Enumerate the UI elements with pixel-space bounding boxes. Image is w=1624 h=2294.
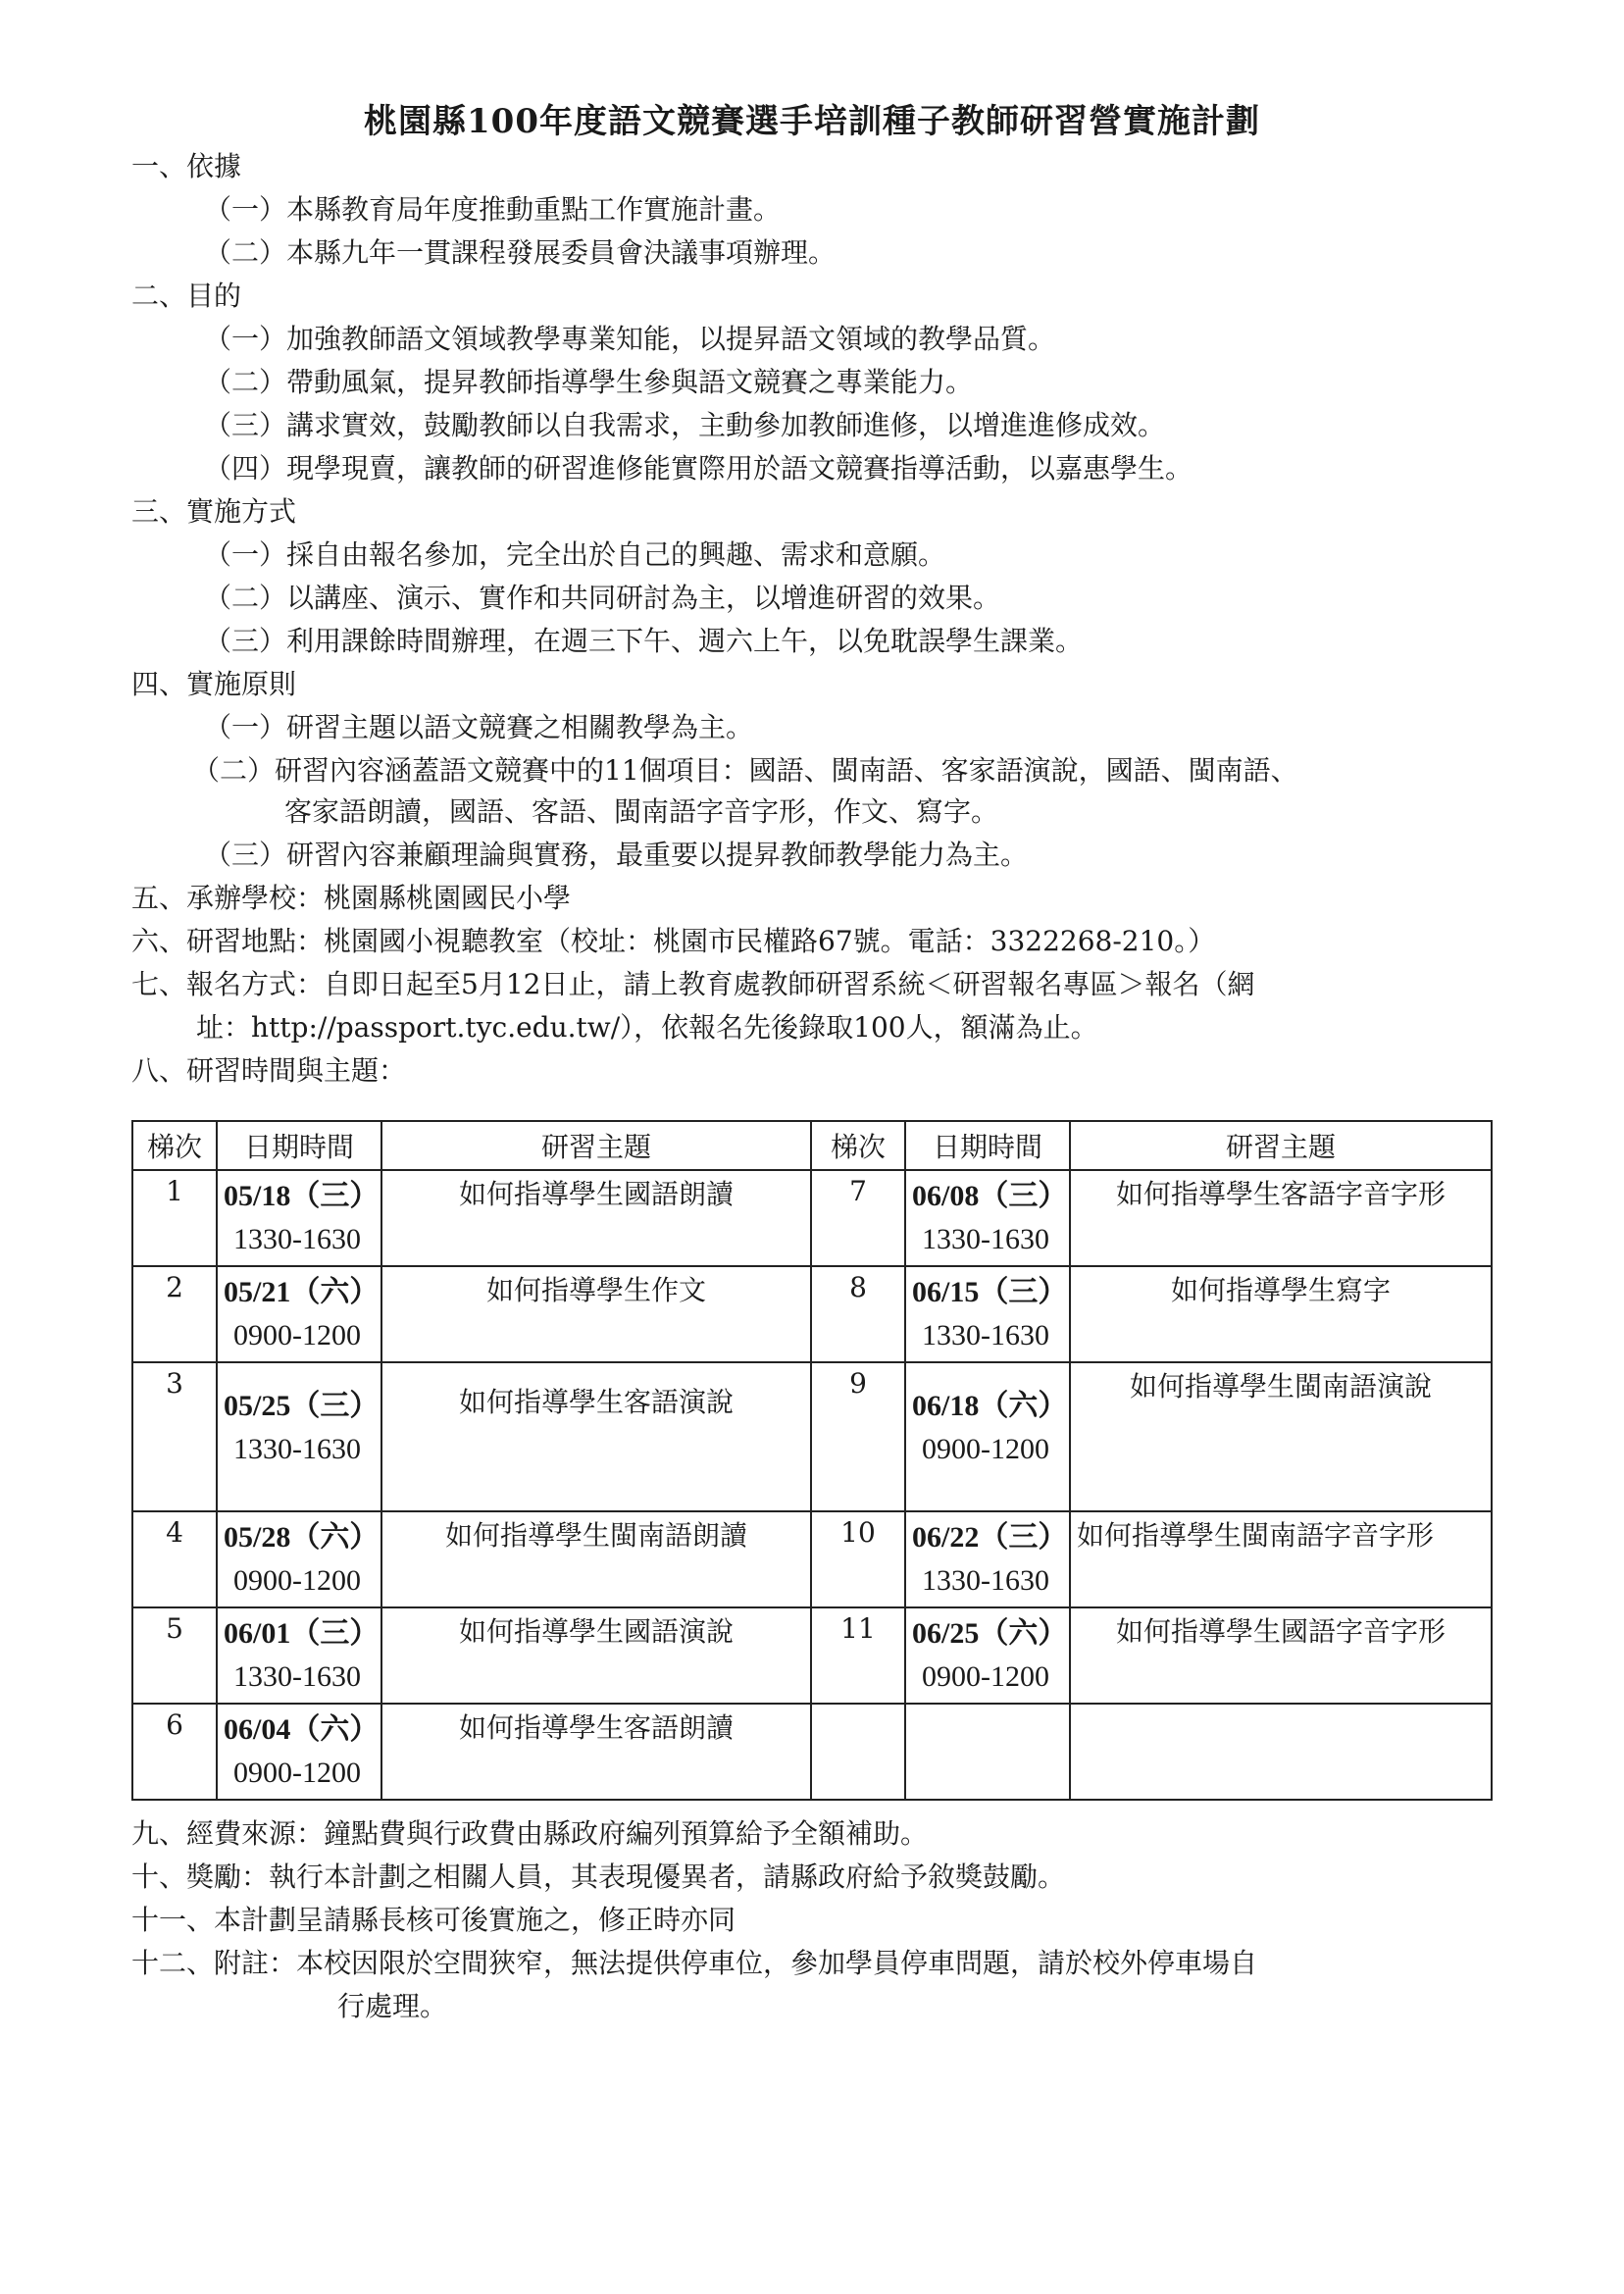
- page-title: 桃園縣100年度語文競賽選手培訓種子教師研習營實施計劃: [364, 102, 1260, 141]
- session-topic: 如何指導學生國語字音字形: [1070, 1607, 1492, 1704]
- date-time-cell: [905, 1170, 1070, 1266]
- date-time-cell: [905, 1704, 1070, 1800]
- session-date: 05/18（三）: [224, 1180, 380, 1212]
- session-topic: 如何指導學生閩南語演說: [1070, 1362, 1492, 1511]
- section-11: 十一、本計劃呈請縣長核可後實施之，修正時亦同: [131, 1904, 736, 1936]
- section-4-item-1: （一）研習主題以語文競賽之相關教學為主。: [204, 711, 754, 743]
- section-3-item-1: （一）採自由報名參加，完全出於自己的興趣、需求和意願。: [204, 538, 946, 571]
- section-6: 六、研習地點：桃園國小視聽教室（校址：桃園市民權路67號。電話：3322268-210。）: [131, 925, 1216, 957]
- section-7: 七、報名方式：自即日起至5月12日止，請上教育處教師研習系統＜研習報名專區＞報名（網: [131, 968, 1255, 1000]
- section-2-item-2: （二）帶動風氣，提昇教師指導學生參與語文競賽之專業能力。: [204, 366, 974, 398]
- session-topic: 如何指導學生國語朗讀: [381, 1170, 811, 1266]
- section-1-heading: 一、依據: [131, 150, 242, 182]
- session-time: 1330-1630: [233, 1433, 361, 1465]
- section-3-item-3: （三）利用課餘時間辦理，在週三下午、週六上午，以免耽誤學生課業。: [204, 625, 1084, 657]
- batch-number: 11: [811, 1607, 905, 1704]
- session-date: 05/28（六）: [224, 1521, 380, 1554]
- session-date: 06/01（三）: [224, 1617, 380, 1650]
- session-topic: 如何指導學生閩南語朗讀: [381, 1511, 811, 1607]
- table-row: [132, 1704, 1492, 1800]
- header-batch-right: 梯次: [811, 1121, 905, 1170]
- date-time-cell: [905, 1362, 1070, 1511]
- session-time: 0900-1200: [233, 1319, 361, 1351]
- session-time: [912, 1757, 922, 1789]
- batch-number: 5: [132, 1607, 217, 1704]
- section-3-item-2: （二）以講座、演示、實作和共同研討為主，以增進研習的效果。: [204, 582, 1001, 614]
- table-header-row: [132, 1121, 1492, 1170]
- section-12: 十二、附註：本校因限於空間狹窄，無法提供停車位，參加學員停車問題，請於校外停車場自: [131, 1947, 1258, 1979]
- session-date: 06/18（六）: [912, 1390, 1068, 1422]
- section-4-item-2-cont: 客家語朗讀，國語、客語、閩南語字音字形，作文、寫字。: [284, 795, 999, 828]
- batch-number: 9: [811, 1362, 905, 1511]
- session-time: 0900-1200: [922, 1433, 1049, 1465]
- session-date: 06/08（三）: [912, 1180, 1068, 1212]
- session-date: 06/15（三）: [912, 1276, 1068, 1308]
- batch-number: 1: [132, 1170, 217, 1266]
- session-time: 1330-1630: [922, 1319, 1049, 1351]
- section-9: 九、經費來源：鐘點費與行政費由縣政府編列預算給予全額補助。: [131, 1817, 929, 1850]
- section-2-heading: 二、目的: [131, 280, 242, 312]
- schedule-table: [131, 1120, 1493, 1801]
- session-topic: 如何指導學生國語演說: [381, 1607, 811, 1704]
- date-time-cell: [905, 1607, 1070, 1704]
- section-7-cont: 址：http://passport.tyc.edu.tw/），依報名先後錄取100人，額滿為止。: [196, 1011, 1098, 1044]
- session-date: 05/21（六）: [224, 1276, 380, 1308]
- session-date: 05/25（三）: [224, 1390, 380, 1422]
- header-batch-left: 梯次: [132, 1121, 217, 1170]
- section-4-item-3: （三）研習內容兼顧理論與實務，最重要以提昇教師教學能力為主。: [204, 839, 1029, 871]
- session-topic: 如何指導學生閩南語字音字形: [1070, 1511, 1492, 1607]
- session-topic: 如何指導學生客語字音字形: [1070, 1170, 1492, 1266]
- table-row: [132, 1607, 1492, 1704]
- session-topic: [1070, 1704, 1492, 1800]
- session-time: 0900-1200: [233, 1564, 361, 1597]
- section-4-item-2: （二）研習內容涵蓋語文競賽中的11個項目：國語、閩南語、客家語演說，國語、閩南語、: [192, 754, 1298, 787]
- section-8: 八、研習時間與主題：: [131, 1054, 407, 1087]
- section-12-cont: 行處理。: [337, 1990, 448, 2022]
- section-2-item-1: （一）加強教師語文領域教學專業知能，以提昇語文領域的教學品質。: [204, 323, 1056, 355]
- header-date-right: 日期時間: [905, 1121, 1070, 1170]
- session-time: 0900-1200: [922, 1660, 1049, 1693]
- session-time: 1330-1630: [233, 1223, 361, 1255]
- date-time-cell: [905, 1266, 1070, 1362]
- table-row: [132, 1266, 1492, 1362]
- section-3-heading: 三、實施方式: [131, 495, 297, 528]
- date-time-cell: [905, 1511, 1070, 1607]
- session-date: 06/04（六）: [224, 1713, 380, 1746]
- header-topic-right: 研習主題: [1070, 1121, 1492, 1170]
- session-topic: 如何指導學生客語演說: [381, 1362, 811, 1511]
- date-time-cell: [217, 1266, 381, 1362]
- header-topic-left: 研習主題: [381, 1121, 811, 1170]
- section-5: 五、承辦學校：桃園縣桃園國民小學: [131, 882, 572, 914]
- session-time: 1330-1630: [922, 1223, 1049, 1255]
- section-1-item-2: （二）本縣九年一貫課程發展委員會決議事項辦理。: [204, 236, 837, 269]
- session-date: 06/22（三）: [912, 1521, 1068, 1554]
- date-time-cell: [217, 1607, 381, 1704]
- batch-number: 2: [132, 1266, 217, 1362]
- session-time: 1330-1630: [233, 1660, 361, 1693]
- batch-number: 8: [811, 1266, 905, 1362]
- table-row: [132, 1170, 1492, 1266]
- date-time-cell: [217, 1704, 381, 1800]
- session-time: 1330-1630: [922, 1564, 1049, 1597]
- batch-number: 10: [811, 1511, 905, 1607]
- date-time-cell: [217, 1362, 381, 1511]
- session-topic: 如何指導學生寫字: [1070, 1266, 1492, 1362]
- session-topic: 如何指導學生客語朗讀: [381, 1704, 811, 1800]
- section-1-item-1: （一）本縣教育局年度推動重點工作實施計畫。: [204, 193, 782, 226]
- batch-number: [811, 1704, 905, 1800]
- session-time: 0900-1200: [233, 1757, 361, 1789]
- section-2-item-4: （四）現學現賣，讓教師的研習進修能實際用於語文競賽指導活動，以嘉惠學生。: [204, 452, 1193, 484]
- batch-number: 6: [132, 1704, 217, 1800]
- date-time-cell: [217, 1170, 381, 1266]
- section-4-heading: 四、實施原則: [131, 668, 297, 700]
- date-time-cell: [217, 1511, 381, 1607]
- session-date: 06/25（六）: [912, 1617, 1068, 1650]
- session-topic: 如何指導學生作文: [381, 1266, 811, 1362]
- header-date-left: 日期時間: [217, 1121, 381, 1170]
- batch-number: 7: [811, 1170, 905, 1266]
- batch-number: 3: [132, 1362, 217, 1511]
- section-10: 十、獎勵：執行本計劃之相關人員，其表現優異者，請縣政府給予敘獎鼓勵。: [131, 1861, 1066, 1893]
- table-row: [132, 1511, 1492, 1607]
- section-2-item-3: （三）講求實效，鼓勵教師以自我需求，主動參加教師進修，以增進進修成效。: [204, 409, 1166, 441]
- table-row: [132, 1362, 1492, 1511]
- batch-number: 4: [132, 1511, 217, 1607]
